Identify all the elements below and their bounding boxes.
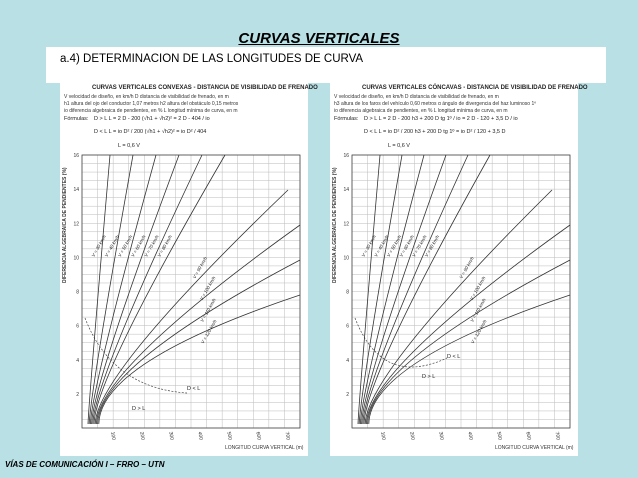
speed-curve	[358, 155, 380, 424]
speed-curve-label: V = 50 km/h	[117, 234, 134, 258]
speed-curve	[98, 260, 300, 424]
x-tick-label: 200	[408, 431, 416, 441]
region-label-d-less-l: D < L	[447, 354, 461, 360]
speed-curve-label: V = 40 km/h	[373, 234, 390, 258]
formulas-label: Fórmulas:	[334, 116, 359, 122]
speed-curve	[89, 155, 133, 424]
y-tick-label: 16	[343, 153, 349, 159]
y-tick-label: 2	[76, 391, 79, 398]
speed-curve	[359, 155, 402, 424]
x-tick-label: 300	[167, 431, 175, 441]
region-label-d-less-l: D < L	[187, 386, 201, 392]
y-tick-label: 16	[73, 153, 79, 159]
region-label-d-greater-l: D > L	[422, 374, 436, 380]
x-tick-label: 600	[254, 431, 262, 441]
y-tick-label: 10	[73, 255, 79, 262]
speed-curve-label: V = 80 km/h	[423, 234, 441, 258]
speed-curve	[366, 225, 570, 424]
y-tick-label: 14	[343, 187, 349, 194]
speed-curve-label: V = 40 km/h	[103, 234, 121, 258]
speed-curve-label: V = 30 km/h	[360, 234, 378, 258]
concave-chart-plot	[330, 83, 578, 456]
y-tick-label: 2	[346, 391, 349, 398]
speed-curve	[88, 155, 110, 424]
legend-line: V velocidad de diseño, en km/h D distancia de visibilidad de frenado, en m	[334, 94, 499, 100]
y-tick-label: 8	[76, 289, 79, 296]
speed-curve-label: V = 70 km/h	[143, 234, 160, 258]
x-tick-label: 400	[196, 431, 204, 441]
speed-curve	[368, 260, 570, 424]
x-tick-label: 700	[553, 431, 561, 441]
speed-curve-label: V = 50 km/h	[385, 234, 403, 258]
legend-line: io diferencia algebraica de pendientes, en % L longitud mínima de curva, en m	[64, 108, 238, 114]
y-tick-label: 12	[343, 221, 349, 228]
speed-curve-label: V = 90 km/h	[458, 256, 475, 280]
x-tick-label: 600	[524, 431, 532, 441]
formula-min-length: L = 0,6 V	[118, 143, 140, 149]
legend-line: h1 altura del ojo del conductor 1,07 metros h2 altura del obstáculo 0,15 metros	[64, 101, 239, 107]
y-tick-label: 10	[343, 255, 349, 262]
formulas-label: Fórmulas:	[64, 116, 89, 122]
x-tick-label: 100	[109, 431, 117, 441]
x-tick-label: 200	[138, 431, 146, 441]
speed-curve-label: V = 70 km/h	[411, 234, 428, 258]
formula-min-length: L = 0,6 V	[388, 143, 410, 149]
speed-curve-label: V = 110 km/h	[469, 297, 487, 323]
speed-curve	[96, 225, 300, 424]
figure-header: CURVAS VERTICALES CÓNCAVAS - DISTANCIA DE VISIBILIDAD DE FRENADO	[362, 85, 588, 91]
speed-curve-label: V = 100 km/h	[198, 275, 217, 302]
legend-line: io diferencia algebraica de pendientes, en % L longitud mínima de curva, en m	[334, 108, 508, 114]
x-tick-label: 500	[225, 431, 233, 441]
speed-curve-label: V = 60 km/h	[130, 234, 147, 258]
speed-curve-label: V = 90 km/h	[191, 256, 209, 280]
slide-title: CURVAS VERTICALES	[238, 30, 400, 47]
x-tick-label: 100	[379, 431, 387, 441]
formula-d-greater-l: D > L L = 2 D - 200 h3 + 200 D tg 1º / io = 2 D - 120 + 3,5 D / io	[364, 116, 518, 122]
speed-curve-label: V = 30 km/h	[90, 234, 108, 258]
slide-subtitle: a.4) DETERMINACION DE LAS LONGITUDES DE CURVA	[60, 53, 364, 65]
speed-curve-label: V = 60 km/h	[398, 234, 415, 258]
convex-curve-figure	[60, 83, 318, 456]
x-tick-label: 500	[495, 431, 503, 441]
y-axis-label: DIFERENCIA ALGEBRAICA DE PENDIENTES (%)	[332, 167, 338, 283]
speed-curve-label: V = 120 km/h	[469, 318, 488, 345]
y-axis-label: DIFERENCIA ALGEBRAICA DE PENDIENTES (%)	[62, 167, 68, 283]
y-tick-label: 6	[76, 323, 79, 330]
x-axis-label: LONGITUD CURVA VERTICAL (m)	[225, 445, 304, 451]
y-tick-label: 12	[73, 221, 79, 228]
y-tick-label: 4	[346, 357, 349, 364]
figure-header: CURVAS VERTICALES CONVEXAS - DISTANCIA DE VISIBILIDAD DE FRENADO	[92, 85, 318, 91]
y-tick-label: 8	[346, 289, 349, 296]
y-tick-label: 6	[346, 323, 349, 330]
legend-line: V velocidad de diseño, en km/h D distancia de visibilidad de frenado, en m	[64, 94, 229, 100]
x-tick-label: 700	[283, 431, 291, 441]
region-label-d-greater-l: D > L	[132, 406, 146, 412]
x-tick-label: 400	[466, 431, 474, 441]
y-tick-label: 4	[76, 357, 79, 364]
slide-footer: VÍAS DE COMUNICACIÓN I – FRRO – UTN	[5, 460, 165, 469]
legend-line: h3 altura de los faros del vehículo 0,60 metros α ángulo de divergencia del haz luminoso 1º	[334, 101, 537, 107]
convex-chart-plot	[60, 83, 308, 456]
speed-curve-label: V = 120 km/h	[199, 318, 218, 345]
speed-curve-label: V = 80 km/h	[156, 234, 173, 258]
y-tick-label: 14	[73, 187, 79, 194]
concave-curve-figure	[330, 83, 588, 456]
formula-d-greater-l: D > L L = 2 D - 200 (√h1 + √h2)² = 2 D - 404 / io	[94, 116, 210, 122]
speed-curve-label: V = 100 km/h	[468, 275, 487, 302]
x-axis-label: LONGITUD CURVA VERTICAL (m)	[495, 445, 574, 451]
x-tick-label: 300	[437, 431, 445, 441]
speed-curve-label: V = 110 km/h	[199, 297, 217, 323]
formula-d-less-l: D < L L = io D² / 200 h3 + 200 D tg 1º = io D² / 120 + 3,5 D	[364, 129, 506, 135]
formula-d-less-l: D < L L = io D² / 200 (√h1 + √h2)² = io D² / 404	[94, 129, 207, 135]
